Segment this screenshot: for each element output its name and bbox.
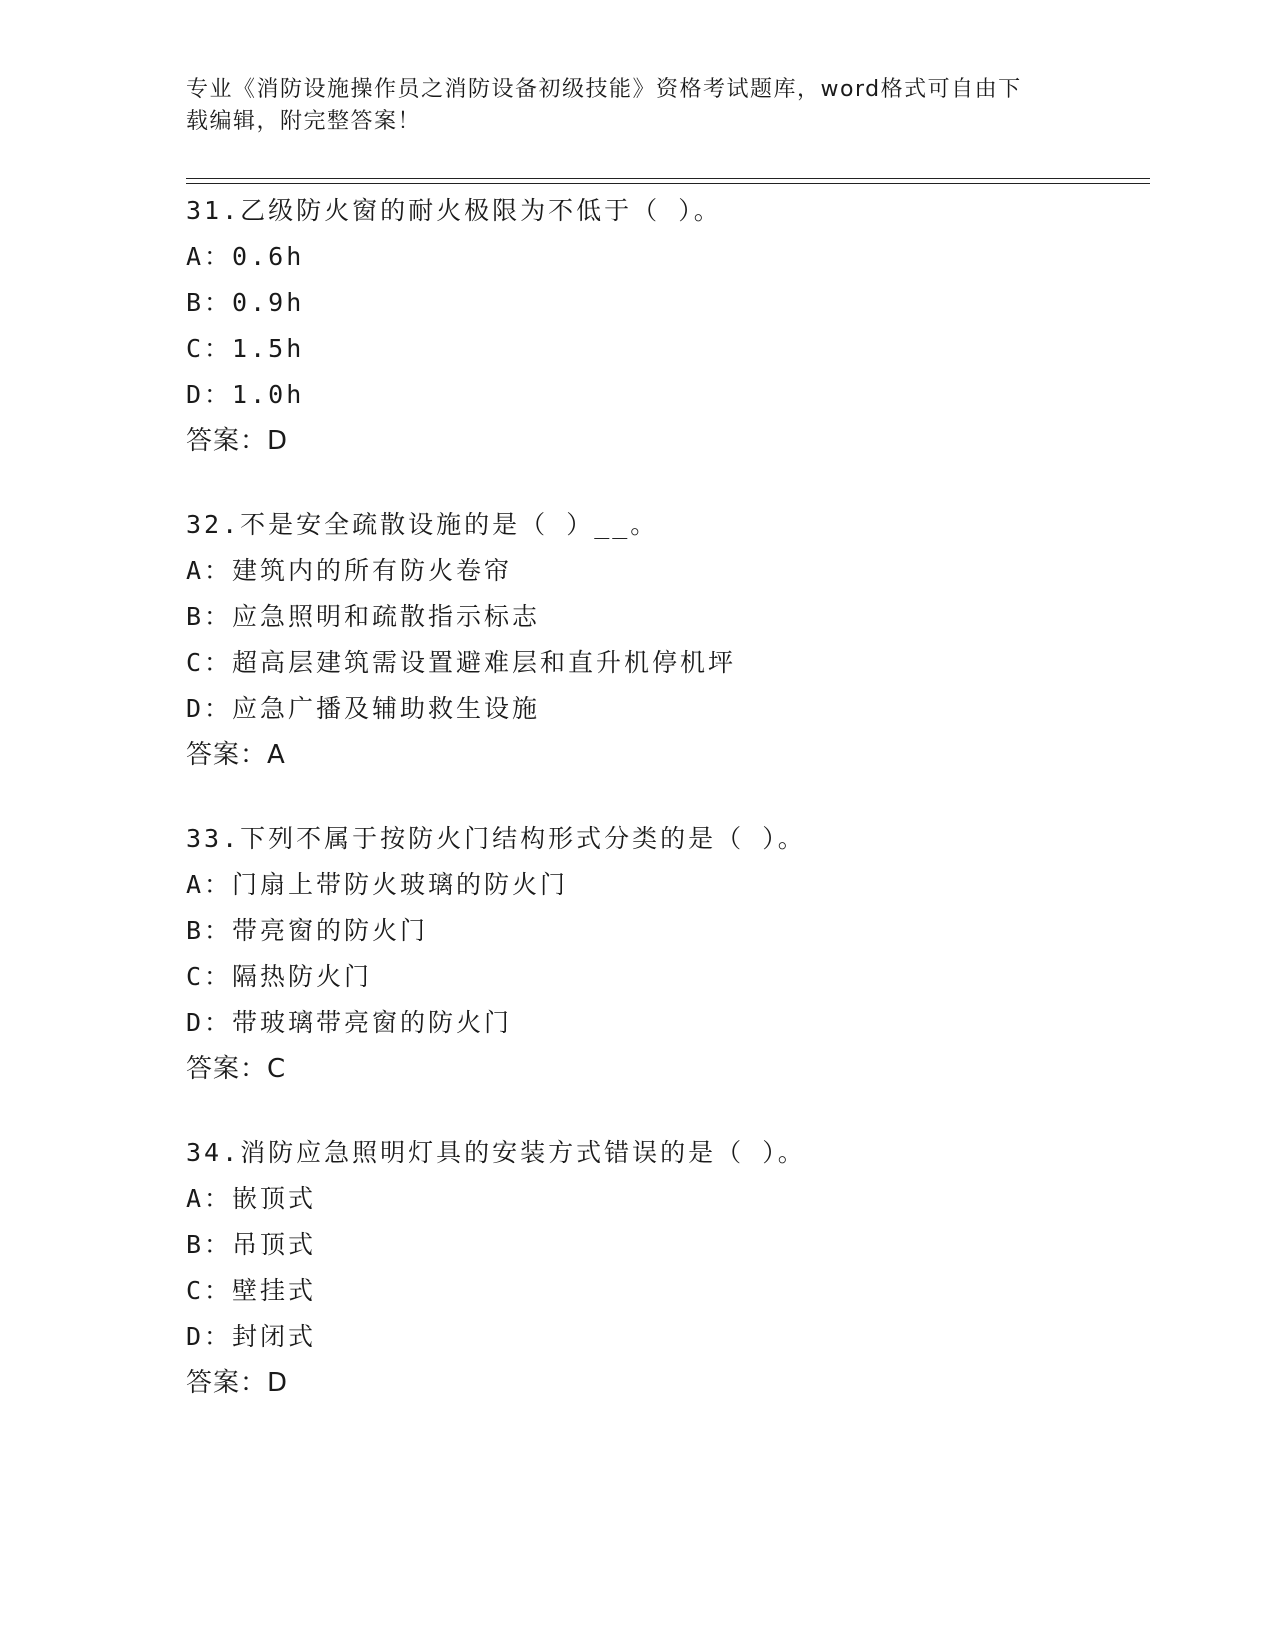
option-d: D：带玻璃带亮窗的防火门 bbox=[186, 1008, 513, 1037]
question-33 bbox=[186, 816, 1146, 1092]
option-c: C：隔热防火门 bbox=[186, 962, 373, 991]
header-divider-bottom bbox=[186, 183, 1150, 184]
option-d: D：应急广播及辅助救生设施 bbox=[186, 694, 541, 723]
header-line-1: 专业《消防设施操作员之消防设备初级技能》资格考试题库，word格式可自由下 bbox=[186, 77, 1022, 102]
question-list bbox=[186, 188, 1146, 1444]
answer-line: 答案：A bbox=[186, 740, 286, 770]
option-b: B：带亮窗的防火门 bbox=[186, 916, 429, 945]
answer-line: 答案：D bbox=[186, 1368, 289, 1398]
option-d: D：1.0h bbox=[186, 380, 305, 409]
option-b: B：吊顶式 bbox=[186, 1230, 317, 1259]
option-a: A：建筑内的所有防火卷帘 bbox=[186, 556, 513, 585]
option-c: C：超高层建筑需设置避难层和直升机停机坪 bbox=[186, 648, 737, 677]
question-34 bbox=[186, 1130, 1146, 1406]
option-b: B：应急照明和疏散指示标志 bbox=[186, 602, 541, 631]
header-line-2: 载编辑，附完整答案！ bbox=[186, 109, 422, 134]
question-stem: 31.乙级防火窗的耐火极限为不低于（ ）。 bbox=[186, 196, 722, 225]
option-b: B：0.9h bbox=[186, 288, 305, 317]
answer-line: 答案：C bbox=[186, 1054, 287, 1084]
question-32 bbox=[186, 502, 1146, 778]
option-d: D：封闭式 bbox=[186, 1322, 317, 1351]
option-a: A：门扇上带防火玻璃的防火门 bbox=[186, 870, 569, 899]
option-c: C：1.5h bbox=[186, 334, 305, 363]
answer-line: 答案：D bbox=[186, 426, 289, 456]
question-31 bbox=[186, 188, 1146, 464]
header-divider-top bbox=[186, 178, 1150, 179]
question-stem: 32.不是安全疏散设施的是（ ）__。 bbox=[186, 510, 659, 539]
question-stem: 33.下列不属于按防火门结构形式分类的是（ ）。 bbox=[186, 824, 806, 853]
option-a: A：嵌顶式 bbox=[186, 1184, 317, 1213]
document-header bbox=[186, 74, 1066, 138]
option-a: A：0.6h bbox=[186, 242, 305, 271]
option-c: C：壁挂式 bbox=[186, 1276, 317, 1305]
question-stem: 34.消防应急照明灯具的安装方式错误的是（ ）。 bbox=[186, 1138, 806, 1167]
